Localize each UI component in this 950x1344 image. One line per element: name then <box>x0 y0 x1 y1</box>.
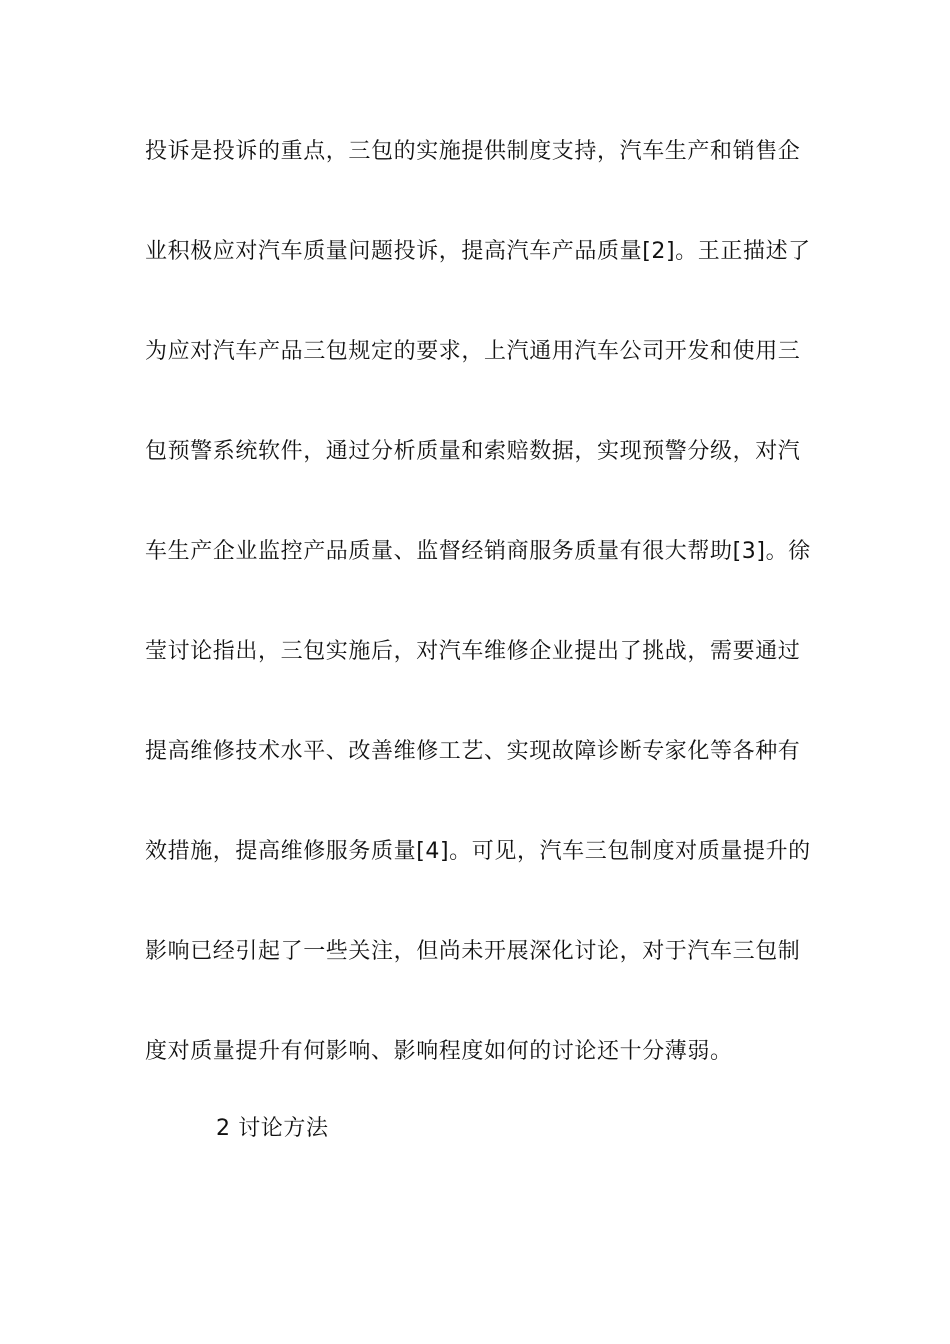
paragraph-line: 度对质量提升有何影响、影响程度如何的讨论还十分薄弱。 <box>145 1039 733 1064</box>
paragraph-line: 为应对汽车产品三包规定的要求，上汽通用汽车公司开发和使用三 <box>145 339 801 364</box>
paragraph-line: 影响已经引起了一些关注，但尚未开展深化讨论，对于汽车三包制 <box>145 939 801 964</box>
paragraph-line: 投诉是投诉的重点，三包的实施提供制度支持，汽车生产和销售企 <box>145 139 801 164</box>
section-heading: 2 讨论方法 <box>216 1116 329 1141</box>
paragraph-line: 提高维修技术水平、改善维修工艺、实现故障诊断专家化等各种有 <box>145 739 801 764</box>
paragraph-line: 包预警系统软件，通过分析质量和索赔数据，实现预警分级，对汽 <box>145 439 801 464</box>
paragraph-line: 车生产企业监控产品质量、监督经销商服务质量有很大帮助[3]。徐 <box>145 539 811 564</box>
paragraph-line: 莹讨论指出，三包实施后，对汽车维修企业提出了挑战，需要通过 <box>145 639 801 664</box>
paragraph-line: 效措施，提高维修服务质量[4]。可见，汽车三包制度对质量提升的 <box>145 839 811 864</box>
paragraph-line: 业积极应对汽车质量问题投诉，提高汽车产品质量[2]。王正描述了 <box>145 239 811 264</box>
